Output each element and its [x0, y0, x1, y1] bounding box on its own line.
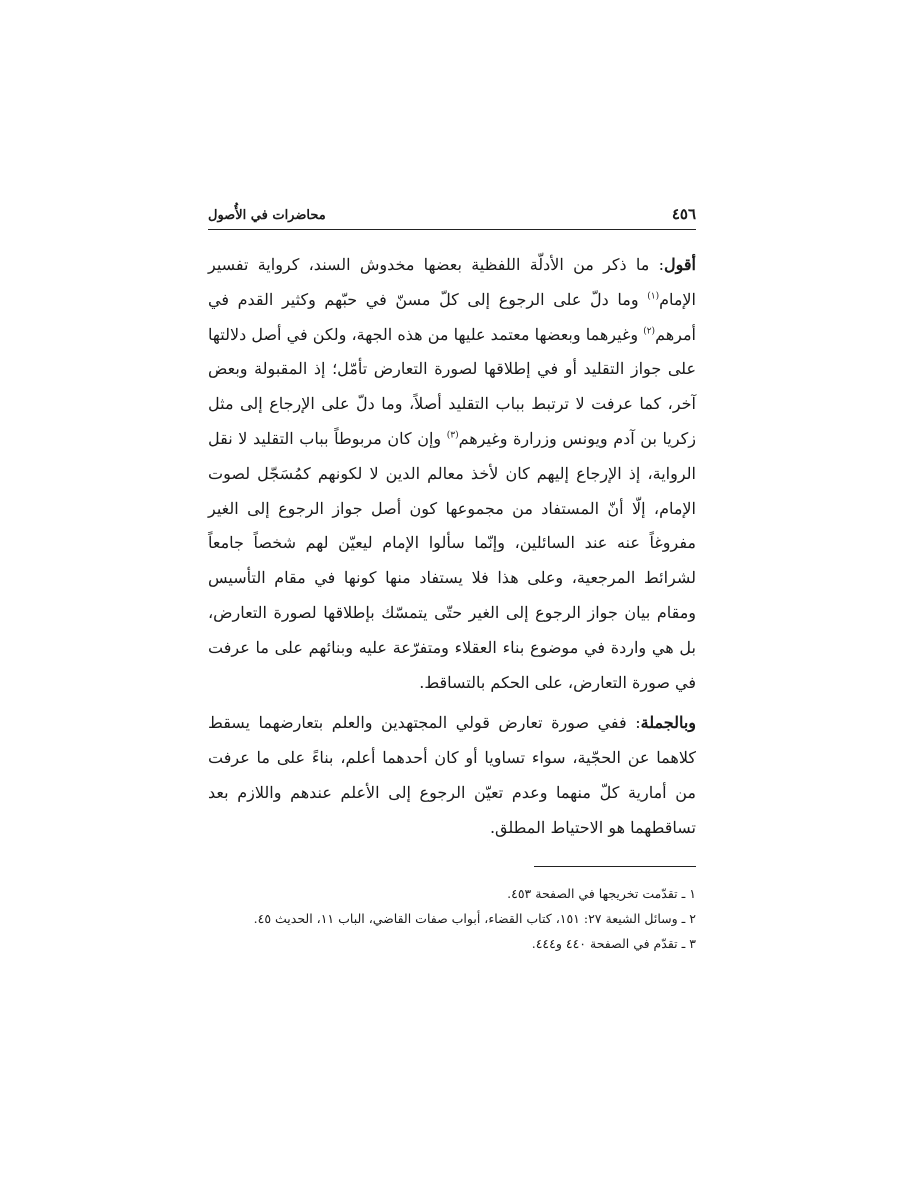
paragraph-text: : ففي صورة تعارض قولي المجتهدين والعلم بتعارضهما يسقط كلاهما عن الحجّية، سواء تساويا أو كان أحدهما أعلم، بناءً على ما عرفت من أمارية كلّ منهما وعدم تعيّن الرجوع إلى الأعلم عندهم واللازم بعد تساقطهما هو الاحتياط المطلق. [208, 713, 696, 837]
paragraph-lead-word: وبالجملة [640, 713, 696, 733]
body-text [208, 248, 696, 846]
book-title: محاضرات في الأُصول [208, 208, 326, 223]
paragraph-wabiljumla [208, 706, 696, 845]
footnotes [208, 881, 696, 956]
footnote-item: ٢ ـ وسائل الشيعة ٢٧: ١٥١، كتاب القضاء، أبواب صفات القاضي، الباب ١١، الحديث ٤٥. [253, 910, 696, 926]
paragraph-text-segment: وما دلّ على الرجوع إلى كلّ مسنّ في حبّهم وكثير القدم في أمرهم [208, 289, 696, 344]
paragraph-lead-word: أقول [664, 255, 696, 274]
footnote-item: ٣ ـ تقدّم في الصفحة ٤٤٠ و٤٤٤. [531, 935, 696, 951]
paragraph-text-segment: : ما ذكر من الأدلّة اللفظية بعضها مخدوش السند، كرواية تفسير الإمام [208, 255, 696, 309]
footnote-reference[interactable]: (٢) [643, 326, 656, 337]
page-number: ٤٥٦ [671, 205, 696, 223]
footnote-item: ١ ـ تقدّمت تخريجها في الصفحة ٤٥٣. [507, 885, 696, 901]
paragraph-text-segment: وإن كان مربوطاً بباب التقليد لا نقل الرواية، إذ الإرجاع إليهم كان لأخذ معالم الدين لا لكونهم كمُسَجّل لصوت الإمام، إلّا أنّ المستفاد من مجموعها كون أصل جواز الرجوع إلى الغير مفروغاً عنه عند السائلين، وإنّما سألوا الإمام ليعيّن لهم شخصاً جامعاً لشرائط المرجعية، وعلى هذا فلا يستفاد منها كونها في مقام التأسيس ومقام بيان جواز الرجوع إلى الغير حتّى يتمسّك بإطلاقها لصورة التعارض، بل هي واردة في موضوع بناء العقلاء ومتفرّعة عليه وبنائهم على ما عرفت في صورة التعارض، على الحكم بالتساقط. [208, 428, 697, 692]
running-header [208, 205, 696, 230]
paragraph-aqulu [208, 248, 696, 700]
footnote-reference[interactable]: (١) [647, 291, 660, 302]
paragraph-text-segment: وغيرهما وبعضها معتمد عليها من هذه الجهة، ولكن في أصل دلالتها على جواز التقليد أو في إطلاقها لصورة التعارض تأمّل؛ إذ المقبولة وبعض آخر، كما عرفت لا ترتبط بباب التقليد أصلاً، وما دلّ على الإرجاع إلى مثل زكريا بن آدم ويونس وزرارة وغيرهم [208, 324, 697, 448]
footnote-separator [534, 866, 696, 867]
book-page [208, 205, 696, 956]
footnote-reference[interactable]: (٣) [446, 430, 459, 441]
